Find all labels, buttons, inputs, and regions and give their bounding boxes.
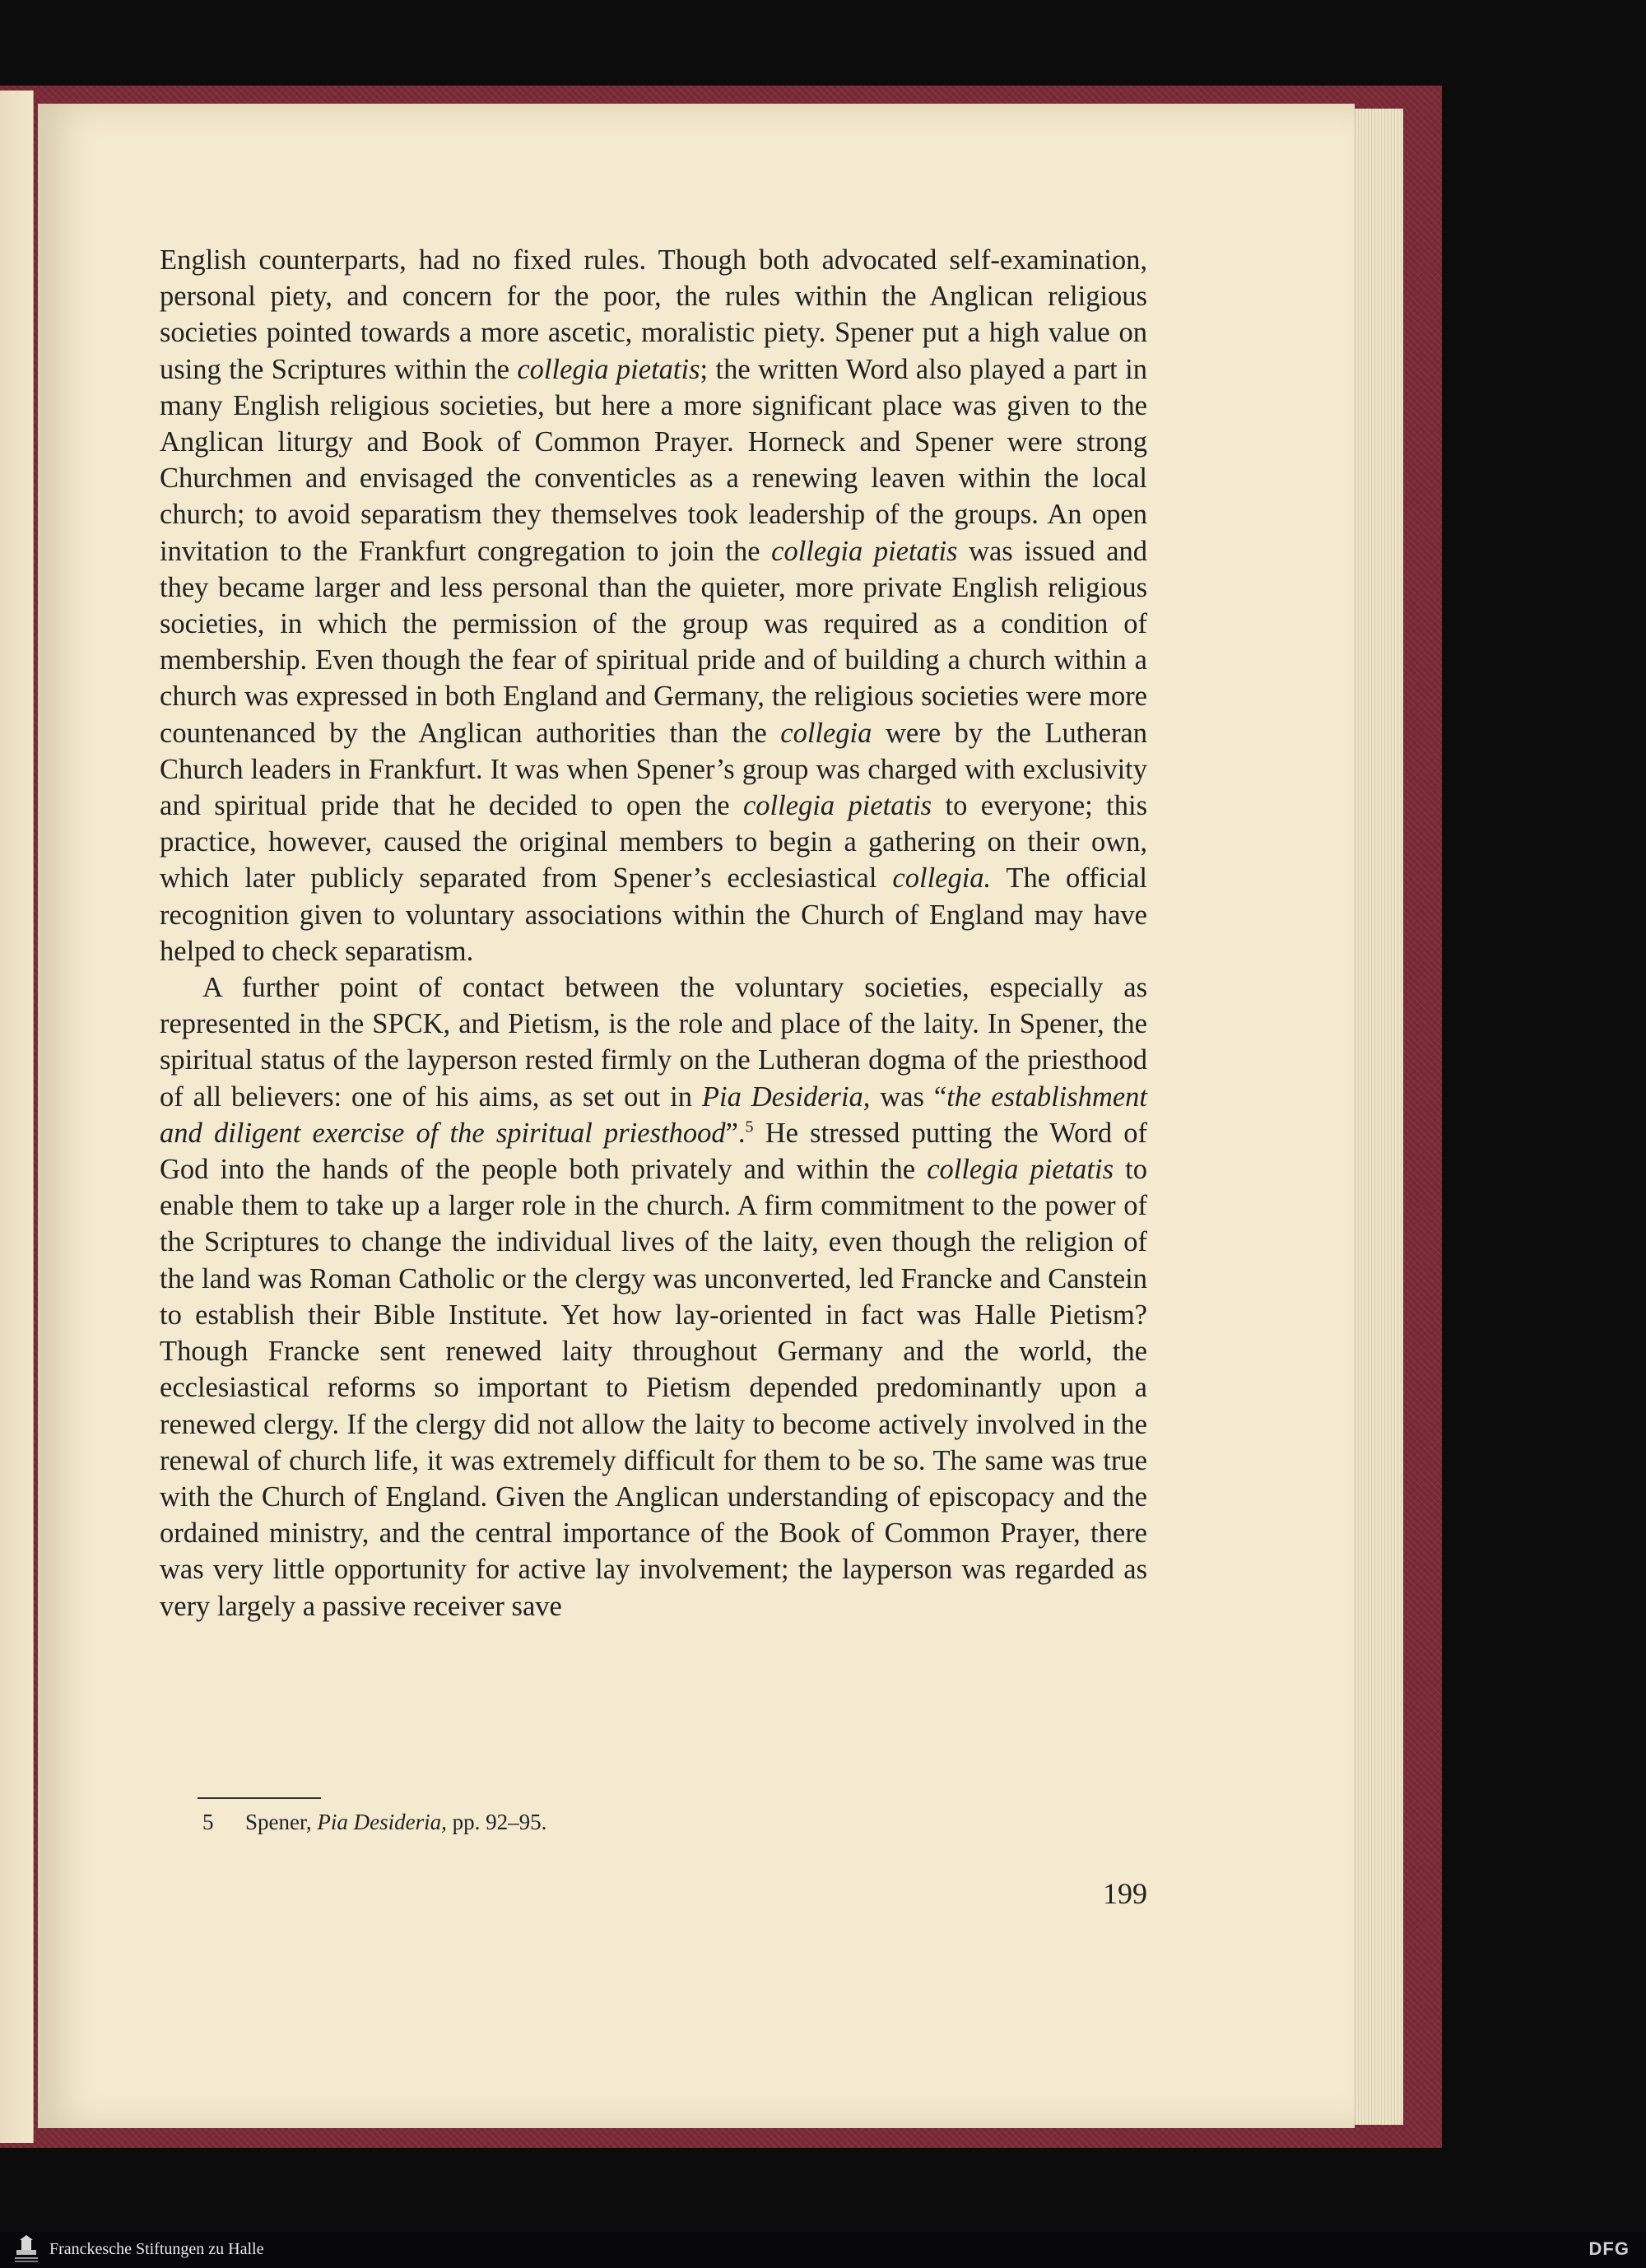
italic-term: collegia (780, 717, 872, 749)
footnote-number: 5 (202, 1810, 214, 1834)
paragraph (160, 242, 1147, 969)
text-run: The official recognition given to voluntary associations within the Church of England may have helped to check separatism. (160, 862, 1148, 967)
italic-term: collegia pietatis (927, 1154, 1114, 1186)
footnote-ref[interactable]: 5 (745, 1118, 754, 1136)
italic-term: Pia Desideria, (701, 1081, 871, 1113)
footnote-rule (198, 1797, 321, 1799)
text-run: to everyone; this practice, however, caused the original members to begin a gathering on their own, which later publicly separated from Spener’s ecclesiastical (160, 790, 1148, 895)
italic-term: collegia pietatis (742, 790, 932, 822)
text-run: was “ (870, 1081, 947, 1113)
text-run: was issued and they became larger and less personal than the quieter, more private English religious societies, in which the permission of the group was required as a condition of membership. Even though the fear of spiritual pride and of building a church within a church was expressed in both England and Germany, the religious societies were more countenanced by the Anglican authorities than the (160, 535, 1148, 749)
left-page-edge (0, 91, 34, 2143)
institution-name[interactable]: Franckesche Stiftungen zu Halle (49, 2240, 264, 2258)
italic-term: collegia. (892, 862, 992, 895)
footnote (202, 1807, 546, 1837)
italic-term: collegia pietatis (771, 535, 958, 567)
footnote-pages: pp. 92–95. (452, 1810, 547, 1834)
body-text (160, 242, 1147, 1624)
text-run: were by the Lutheran Church leaders in Frankfurt. It was when Spener’s group was charged with exclusivity and spiritual pride that he decided to open the (160, 717, 1148, 822)
page-edges (1355, 109, 1403, 2125)
text-run: He stressed putting the Word of God into the hands of the people both privately and within the (160, 1117, 1148, 1186)
text-run: to enable them to take up a larger role in the church. A firm commitment to the power of the Scriptures to change the individual lives of the laity, even though the religion of the land was Roman Catholic or the clergy was unconverted, led Francke and Canstein to establish their Bible Institute. Yet how lay-oriented in fact was Halle Pietism? Though Francke sent renewed laity throughout Germany and the world, the ecclesiastical reforms so important to Pietism depended predominantly upon a renewed clergy. If the clergy did not allow the laity to become actively involved in the renewal of church life, it was extremely difficult for them to be so. The same was true with the Church of England. Given the Anglican understanding of episcopacy and the ordained ministry, and the central importance of the Book of Common Prayer, there was very little opportunity for active lay involvement; the layperson was regarded as very largely a passive receiver save (160, 1154, 1147, 1622)
italic-term: collegia pietatis (517, 353, 700, 385)
italic-term: the establishment and diligent exercise of the spiritual priesthood (160, 1081, 1147, 1149)
dfg-badge[interactable]: DFG (1588, 2238, 1630, 2259)
footnote-author: Spener, (245, 1810, 312, 1834)
text-run: ”. (725, 1117, 746, 1149)
franckesche-logo-icon (12, 2235, 41, 2265)
footnote-title: Pia Desideria, (317, 1810, 447, 1834)
text-run: ; the written Word also played a part in many English religious societies, but here a more significant place was given to the Anglican liturgy and Book of Common Prayer. Horneck and Spener were strong Churchmen and envisaged the conventicles as a renewing leaven within the local church; to avoid separatism they themselves took leadership of the groups. An open invitation to the Frankfurt congregation to join the (160, 353, 1147, 567)
text-run: A further point of contact between the voluntary societies, especially as represented in the SPCK, and Pietism, is the role and place of the laity. In Spener, the spiritual status of the layperson rested firmly on the Lutheran dogma of the priesthood of all believers: one of his aims, as set out in (160, 972, 1147, 1113)
paragraph (160, 969, 1147, 1624)
page-number: 199 (1103, 1877, 1147, 1910)
text-run: English counterparts, had no fixed rules. Though both advocated self-examination, personal piety, and concern for the poor, the rules within the Anglican religious societies pointed towards a more ascetic, moralistic piety. Spener put a high value on using the Scriptures within the (160, 244, 1147, 385)
